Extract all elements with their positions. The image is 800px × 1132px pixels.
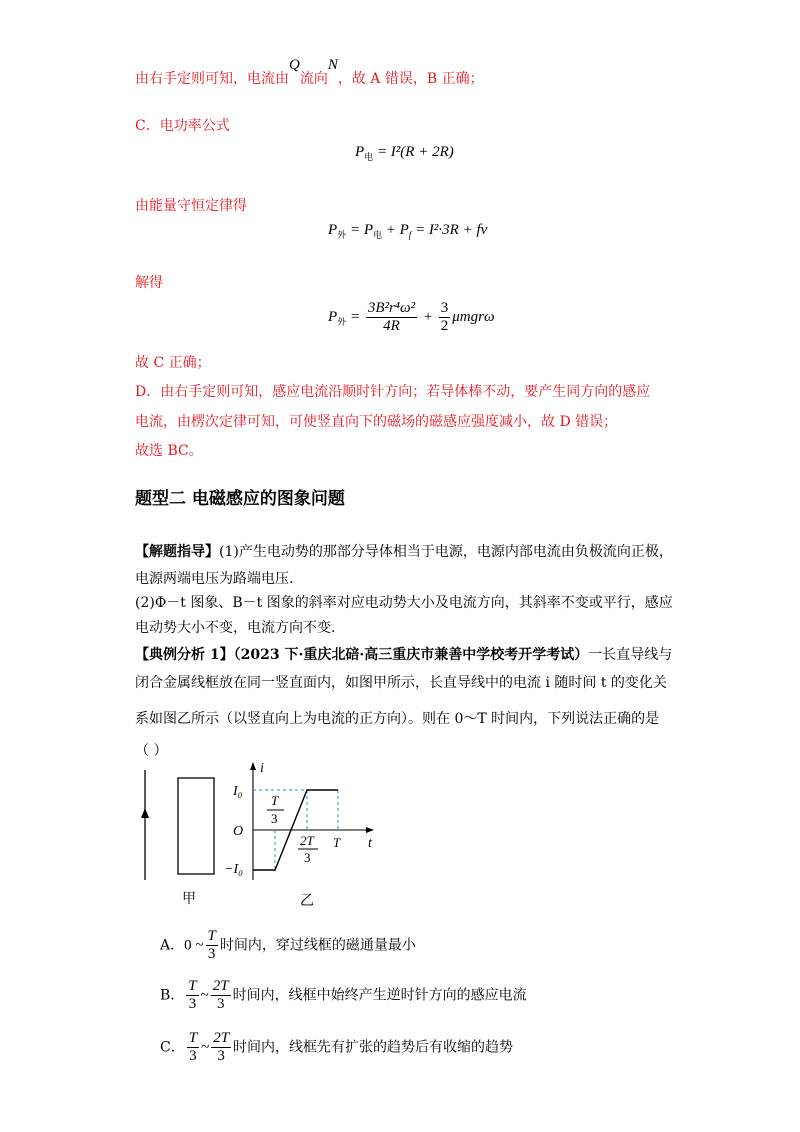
final-answer: 故选 BC。 [135,443,203,459]
explanation-line-1: 由右手定则可知，电流由Q流向N，故 A 错误，B 正确； [135,57,484,87]
label-neg-I0: −I₀ [224,862,243,877]
tick-T: T [333,835,341,850]
example-line-3: 系如图乙所示（以竖直向上为电流的正方向）。则在 0～T 时间内，下列说法正确的是 [135,711,660,727]
tick-2T3-num: 2T [300,833,314,848]
i-axis-arrow-icon [250,762,256,770]
t-axis-arrow-icon [366,827,374,833]
section-title: 题型二 电磁感应的图象问题 [135,489,345,509]
guide-line-1: 【解题指导】(1)产生电动势的那部分导体相当于电源，电源内部电流由负极流向正极， [135,544,673,560]
caption-jia: 甲 [182,891,196,907]
guide-line-3: (2)Φ－t 图象、B－t 图象的斜率对应电动势大小及电流方向，其斜率不变或平行，感应 [135,595,673,611]
option-c: C． $\frac{T}{3}$ ~ $\frac{2T}{3}$ 时间内，线框先有扩张的趋势后有收缩的趋势 [160,1030,514,1064]
axis-label-t: t [368,836,372,851]
solve-label: 解得 [135,275,163,291]
option-b: B． $\frac{T}{3}$ ~ $\frac{2T}{3}$ 时间内，线框中始终产生逆时针方向的感应电流 [160,978,527,1012]
metal-loop [178,778,214,874]
example-line-2: 闭合金属线框放在同一竖直面内，如图甲所示，长直导线中的电流 i 随时间 t 的变化关 [135,675,667,691]
power-equation: $P_电 = I^2(R + 2R)$ [355,144,454,162]
solution-equation: $P_外$ = $\frac{\text{3B²r⁴ω²}}{4R}$ + $\frac{3}{2}$ μmgrω [328,300,495,334]
guide-line-4: 电动势大小不变，电流方向不变. [135,620,336,636]
caption-yi: 乙 [300,893,314,909]
option-d-line-2: 电流，由楞次定律可知，可使竖直向下的磁场的磁感应强度减小，故 D 错误； [135,414,618,430]
origin-label: O [233,824,244,839]
option-c-heading: C．电功率公式 [135,118,230,134]
axis-label-i: i [260,761,264,776]
tick-T3-den: 3 [271,811,278,826]
example-line-1: 【典例分析 1】（2023 下·重庆北碚·高三重庆市兼善中学校考开学考试）一长直导线与 [135,647,673,663]
energy-conservation-label: 由能量守恒定律得 [135,198,247,214]
current-arrow-icon [141,808,149,818]
energy-equation: $P_外 = P_电 + P_f = I^2\cdot 3R$ + fv [328,222,488,240]
tick-2T3-den: 3 [304,850,311,865]
option-d-line-1: D．由右手定则可知，感应电流沿顺时针方向；若导体棒不动，要产生同方向的感应 [135,384,651,400]
tick-T3-num: T [271,793,279,808]
guide-line-2: 电源两端电压为路端电压. [135,571,294,587]
answer-parentheses: （ ） [135,743,168,759]
label-pos-I0: I₀ [233,784,243,799]
figure-jia-yi [120,758,390,918]
option-c-conclusion: 故 C 正确； [135,355,211,371]
option-a: A．0 ~ $\frac{T}{3}$ 时间内，穿过线框的磁通量最小 [160,928,416,962]
